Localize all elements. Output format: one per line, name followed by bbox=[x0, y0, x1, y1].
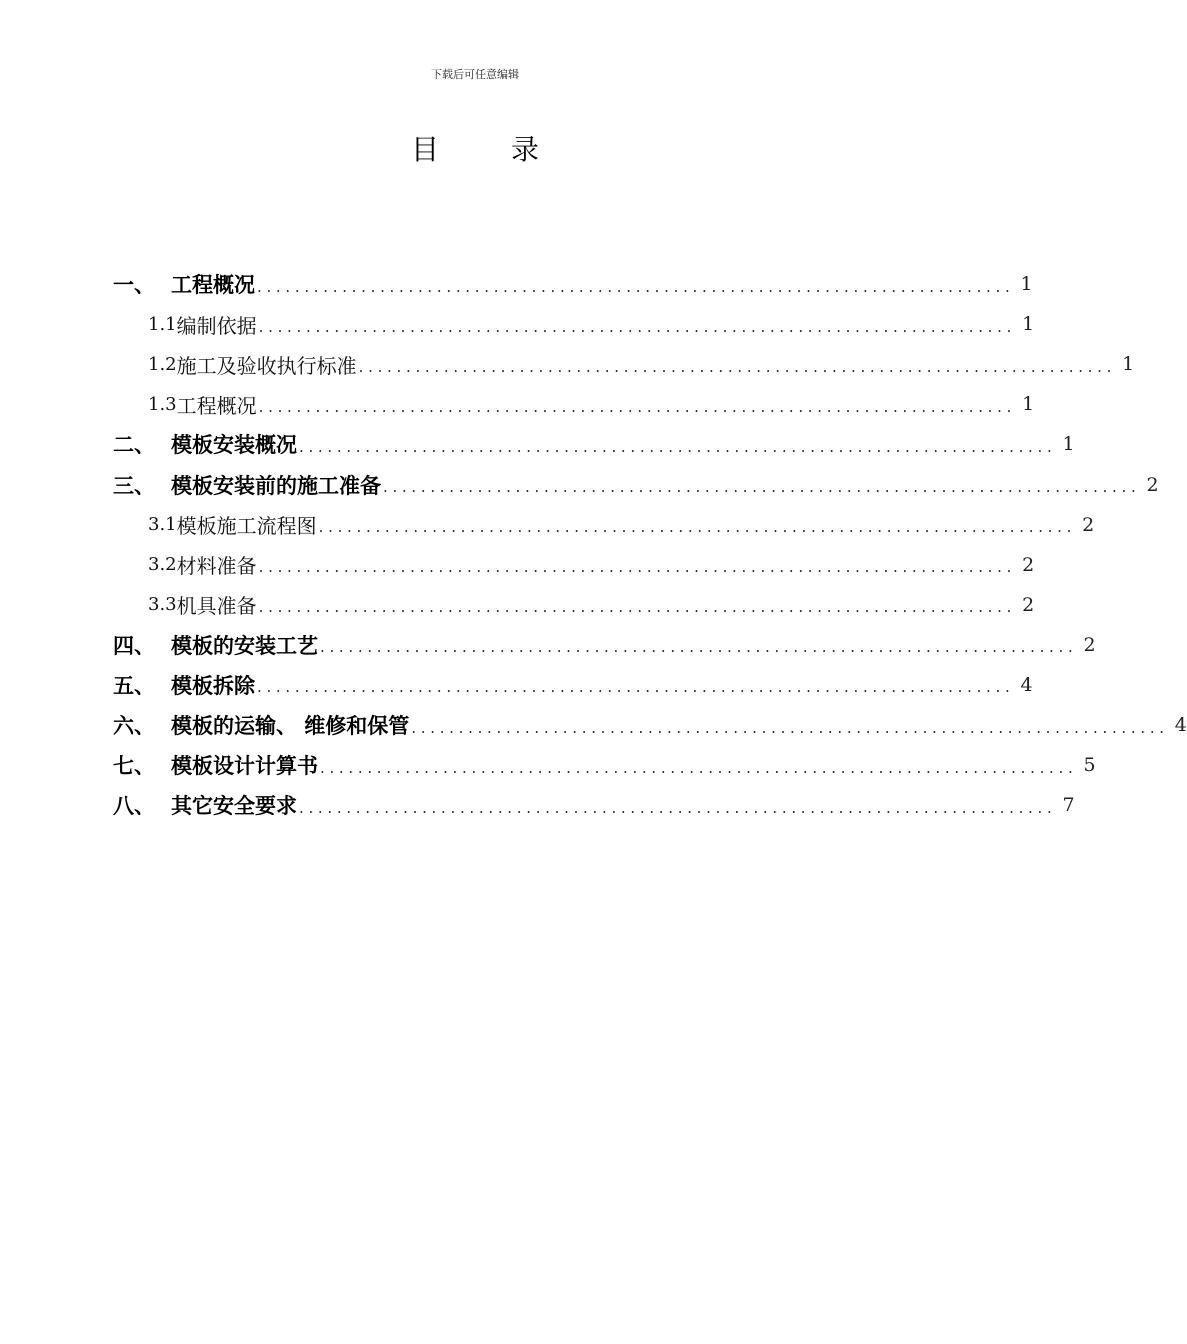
toc-entry-page-number: 1 bbox=[1122, 353, 1135, 376]
toc-entry[interactable] bbox=[113, 585, 1035, 625]
toc-leader-dots: ................................................................................ bbox=[383, 478, 1141, 497]
toc-entry-number: 1.1 bbox=[148, 313, 177, 335]
toc-entry-label: 模板设计计算书 bbox=[171, 754, 318, 779]
toc-entry-page-number: 1 bbox=[1022, 393, 1035, 416]
toc-entry[interactable] bbox=[113, 264, 1033, 304]
toc-entry[interactable] bbox=[113, 384, 1035, 424]
toc-entry[interactable] bbox=[113, 625, 1096, 665]
toc-entry[interactable] bbox=[113, 705, 1187, 745]
toc-leader-dots: ................................................................................ bbox=[257, 678, 1015, 697]
toc-entry-label: 模板安装前的施工准备 bbox=[171, 473, 381, 498]
toc-entry-number: 六、 bbox=[113, 714, 155, 739]
toc-entry[interactable] bbox=[113, 785, 1075, 825]
toc-entry[interactable] bbox=[113, 745, 1096, 785]
toc-leader-dots: ................................................................................ bbox=[258, 598, 1017, 617]
toc-entry-number: 一、 bbox=[113, 273, 155, 298]
toc-leader-dots: ................................................................................ bbox=[299, 437, 1057, 456]
toc-entry-label: 模板的安装工艺 bbox=[171, 633, 318, 658]
toc-entry-number: 3.2 bbox=[148, 554, 177, 576]
toc-entry-page-number: 2 bbox=[1083, 633, 1096, 656]
toc-entry[interactable] bbox=[113, 464, 1159, 504]
toc-entry-page-number: 5 bbox=[1083, 754, 1096, 777]
toc-entry-number: 三、 bbox=[113, 473, 155, 498]
header-note: 下载后可任意编辑 bbox=[431, 68, 519, 81]
toc-entry[interactable] bbox=[113, 545, 1035, 585]
toc-entry[interactable] bbox=[113, 344, 1135, 384]
toc-entry[interactable] bbox=[113, 424, 1075, 464]
toc-entry-label: 其它安全要求 bbox=[171, 794, 297, 819]
toc-leader-dots: ................................................................................ bbox=[320, 758, 1078, 777]
toc-entry-number: 3.1 bbox=[148, 514, 177, 536]
toc-entry-page-number: 1 bbox=[1022, 313, 1035, 336]
toc-entry-label: 机具准备 bbox=[176, 594, 257, 619]
toc-entry-number: 八、 bbox=[113, 794, 155, 819]
toc-entry-label: 施工及验收执行标准 bbox=[176, 353, 357, 378]
toc-leader-dots: ................................................................................ bbox=[257, 277, 1015, 296]
toc-leader-dots: ................................................................................ bbox=[358, 357, 1117, 376]
toc-entry-page-number: 2 bbox=[1022, 553, 1035, 576]
toc-leader-dots: ................................................................................ bbox=[318, 518, 1077, 537]
title-char-2: 录 bbox=[511, 133, 540, 166]
toc-entry-page-number: 1 bbox=[1020, 273, 1033, 296]
toc-entry[interactable] bbox=[113, 665, 1033, 705]
toc-entry-label: 工程概况 bbox=[176, 393, 257, 418]
toc-entry-label: 模板拆除 bbox=[171, 673, 255, 698]
toc-leader-dots: ................................................................................ bbox=[320, 638, 1078, 657]
toc-leader-dots: ................................................................................ bbox=[258, 558, 1017, 577]
toc-entry-page-number: 2 bbox=[1022, 593, 1035, 616]
toc-entry-page-number: 4 bbox=[1020, 673, 1033, 696]
toc-leader-dots: ................................................................................ bbox=[411, 718, 1169, 737]
table-of-contents bbox=[113, 264, 1187, 825]
toc-entry-number: 1.3 bbox=[148, 393, 177, 415]
toc-entry-number: 五、 bbox=[113, 673, 155, 698]
toc-entry-page-number: 4 bbox=[1174, 714, 1187, 737]
toc-entry[interactable] bbox=[113, 304, 1035, 344]
toc-entry-label: 编制依据 bbox=[176, 313, 257, 338]
toc-entry-label: 工程概况 bbox=[171, 273, 255, 298]
toc-entry-number: 1.2 bbox=[148, 353, 177, 375]
toc-entry-number: 四、 bbox=[113, 633, 155, 658]
page-title bbox=[0, 128, 950, 168]
title-char-1: 目 bbox=[410, 133, 439, 166]
toc-entry-label: 模板的运输、 维修和保管 bbox=[171, 714, 410, 739]
toc-leader-dots: ................................................................................ bbox=[258, 317, 1017, 336]
toc-leader-dots: ................................................................................ bbox=[258, 397, 1017, 416]
toc-entry-page-number: 7 bbox=[1062, 794, 1075, 817]
toc-entry-number: 3.3 bbox=[148, 594, 177, 616]
toc-entry[interactable] bbox=[113, 505, 1095, 545]
toc-entry-page-number: 2 bbox=[1082, 513, 1095, 536]
toc-entry-label: 材料准备 bbox=[176, 554, 257, 579]
toc-entry-number: 七、 bbox=[113, 754, 155, 779]
toc-entry-page-number: 2 bbox=[1146, 473, 1159, 496]
toc-entry-label: 模板安装概况 bbox=[171, 433, 297, 458]
toc-entry-label: 模板施工流程图 bbox=[176, 514, 317, 539]
toc-entry-page-number: 1 bbox=[1062, 433, 1075, 456]
toc-entry-number: 二、 bbox=[113, 433, 155, 458]
toc-leader-dots: ................................................................................ bbox=[299, 798, 1057, 817]
